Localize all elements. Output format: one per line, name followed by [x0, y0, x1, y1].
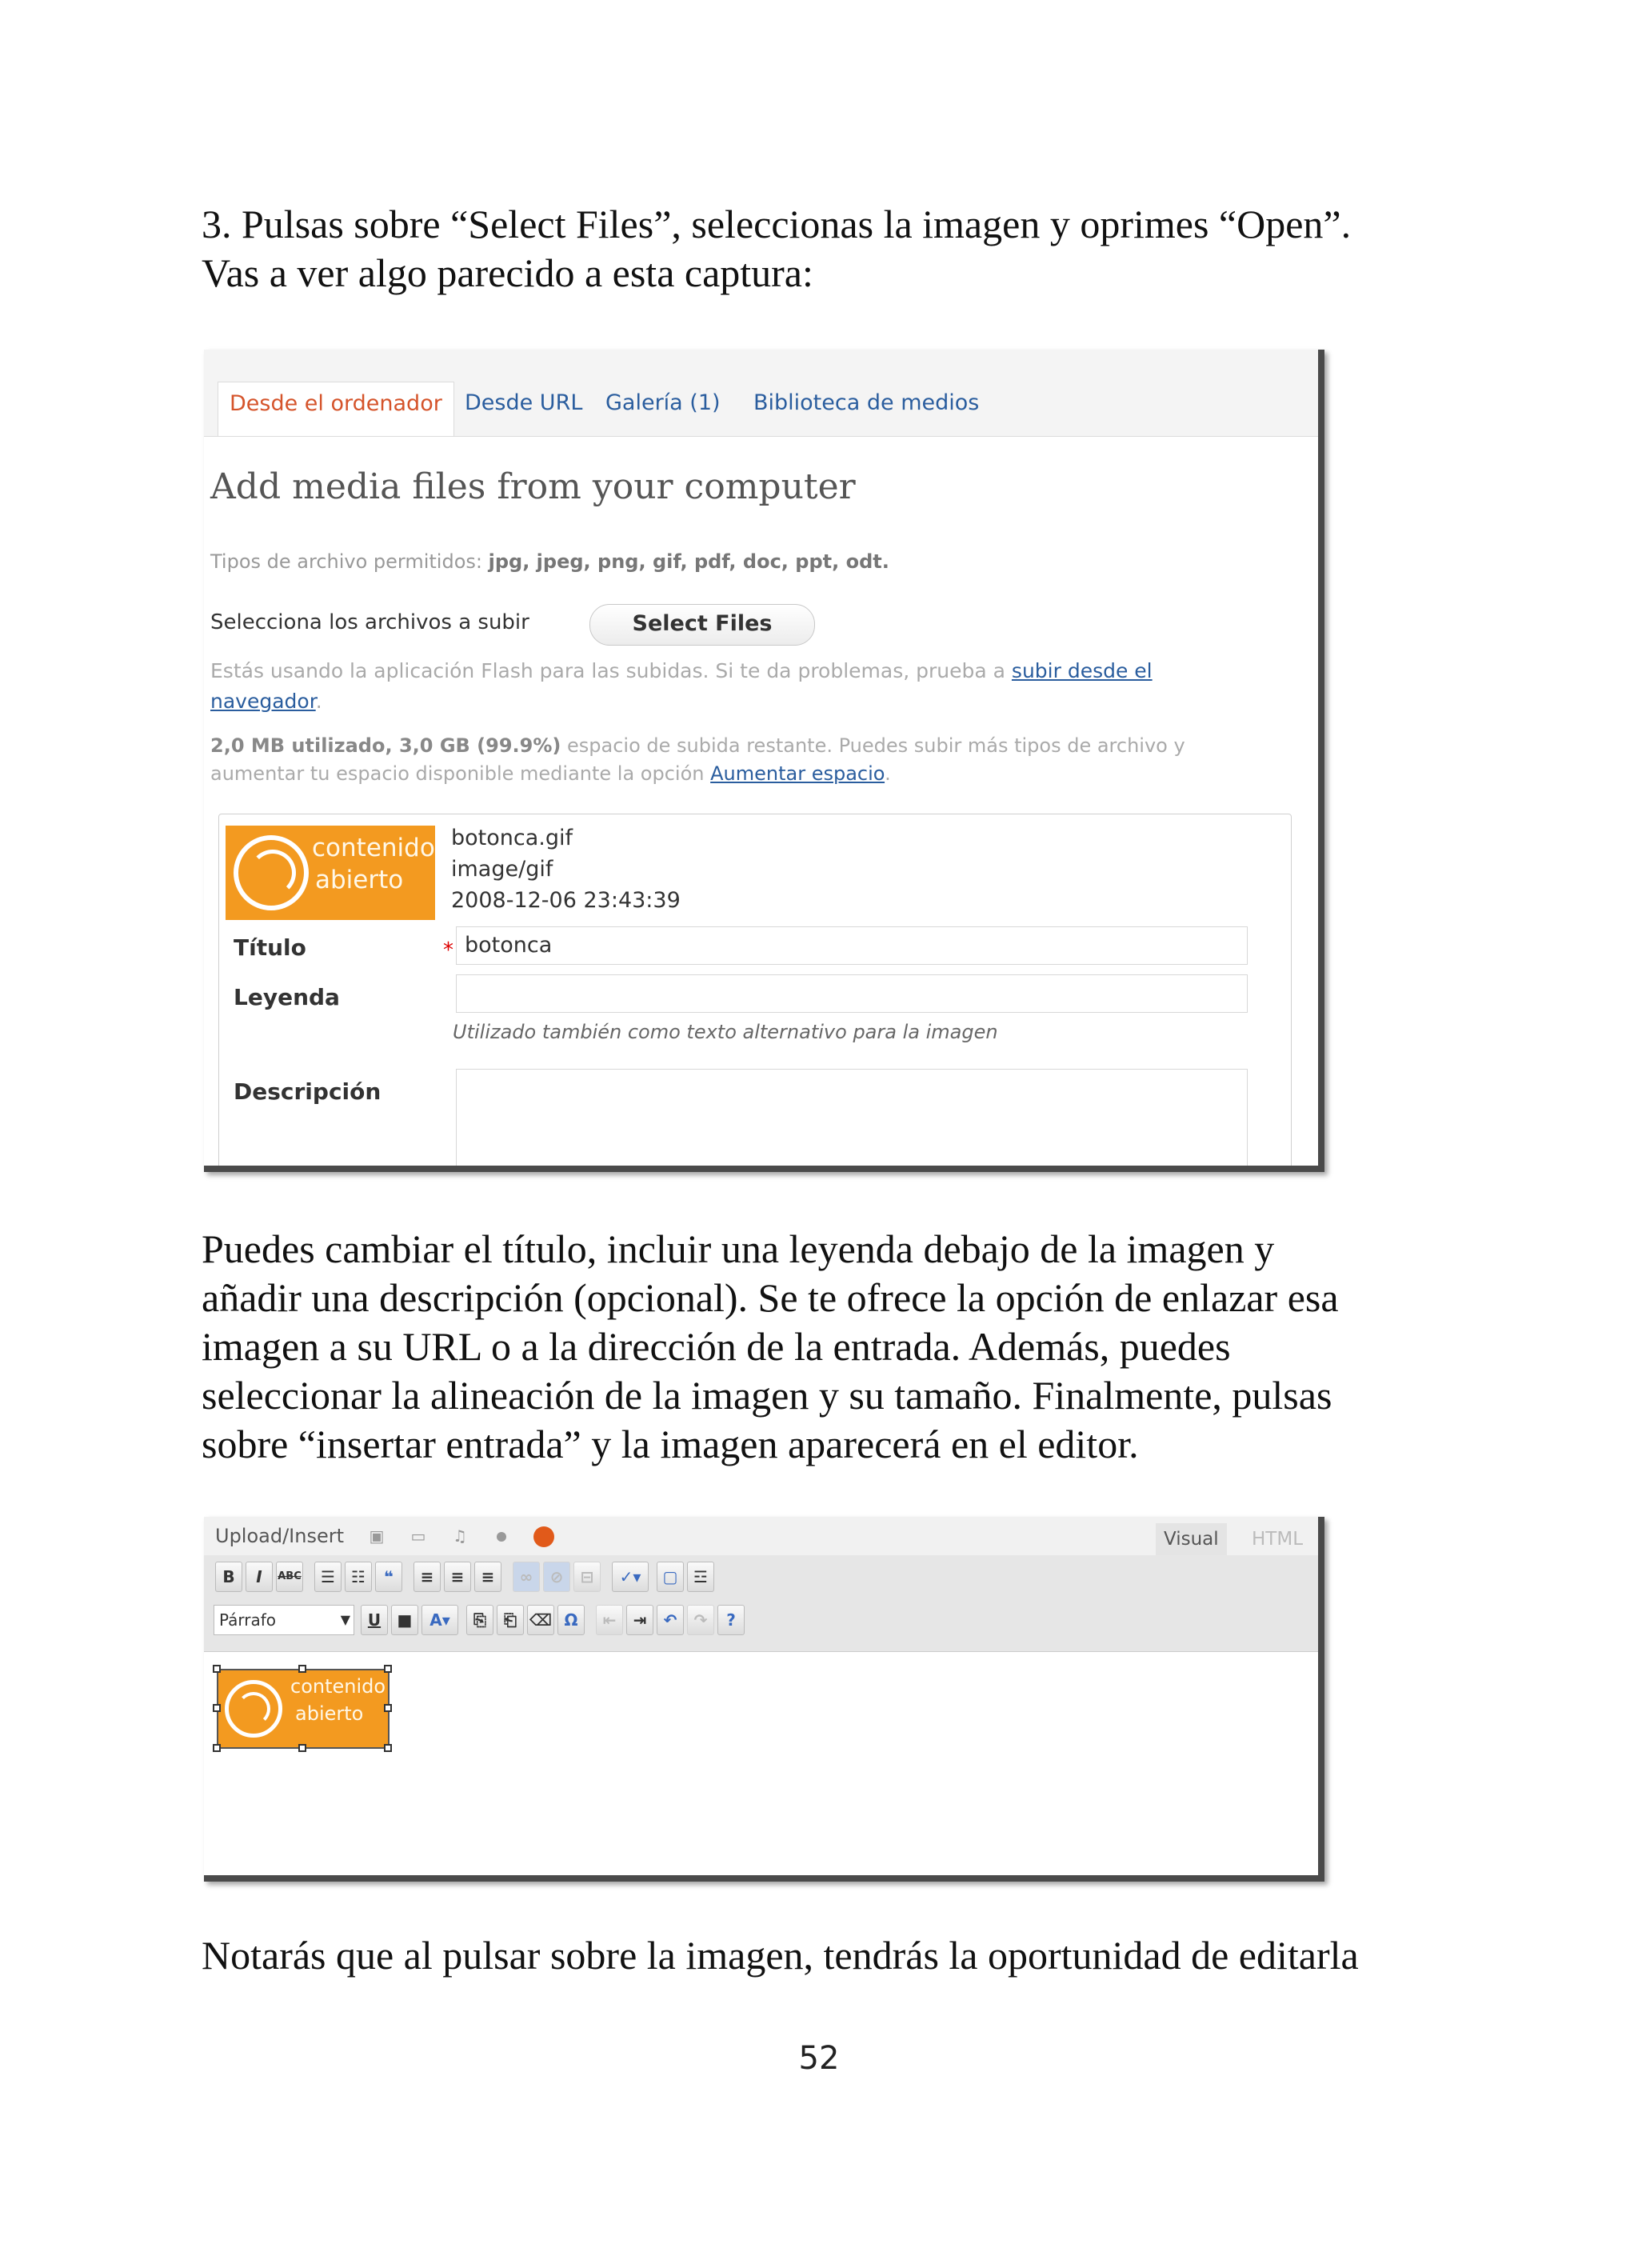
- underline-button[interactable]: U: [361, 1605, 388, 1635]
- image-text-line-1: contenido: [290, 1675, 386, 1698]
- editor-toolbars: [204, 1555, 1318, 1652]
- align-left-icon[interactable]: ≡: [413, 1562, 441, 1592]
- media-tab-bar: [204, 350, 1318, 437]
- upload-heading: Add media files from your computer: [210, 466, 856, 507]
- tab-from-url[interactable]: Desde URL: [465, 390, 583, 415]
- editor-top-bar: [204, 1517, 1318, 1555]
- tab-gallery[interactable]: Galería (1): [605, 390, 721, 415]
- bold-button[interactable]: B: [215, 1562, 242, 1592]
- remove-format-icon[interactable]: ⌫: [527, 1605, 554, 1635]
- chevron-down-icon: ▼: [340, 1612, 350, 1627]
- required-mark: *: [443, 938, 453, 962]
- format-select-value: Párrafo: [219, 1610, 277, 1630]
- numbered-list-icon[interactable]: ☷: [345, 1562, 372, 1592]
- logo-text-line-2: abierto: [315, 866, 404, 894]
- logo-swirl-icon: [250, 850, 296, 896]
- italic-button[interactable]: I: [246, 1562, 273, 1592]
- intro-line-2: Vas a ver algo parecido a esta captura:: [202, 250, 813, 295]
- browser-upload-link[interactable]: subir desde el navegador: [210, 659, 1153, 713]
- select-files-button[interactable]: Select Files: [589, 604, 815, 646]
- resize-handle[interactable]: [384, 1704, 392, 1712]
- caption-field-label: Leyenda: [234, 984, 340, 1010]
- unlink-icon[interactable]: ⊘: [543, 1562, 570, 1592]
- intro-line-1: 3. Pulsas sobre “Select Files”, seleccionas la imagen y oprimes “Open”.: [202, 202, 1352, 246]
- link-icon[interactable]: ∞: [513, 1562, 540, 1592]
- image-text-line-2: abierto: [295, 1702, 364, 1725]
- blockquote-icon[interactable]: ❝: [375, 1562, 402, 1592]
- flash-notice: Estás usando la aplicación Flash para las subidas. Si te da problemas, prueba a subir desde el navegador.: [210, 659, 1153, 713]
- resize-handle[interactable]: [384, 1744, 392, 1752]
- spellcheck-icon[interactable]: ✓▾: [612, 1562, 649, 1592]
- caption-input[interactable]: [456, 974, 1248, 1013]
- resize-handle[interactable]: [384, 1665, 392, 1673]
- tab-media-library[interactable]: Biblioteca de medios: [753, 390, 980, 415]
- resize-handle[interactable]: [298, 1665, 306, 1673]
- media-upload-screenshot: [204, 350, 1324, 1172]
- paste-text-icon[interactable]: ⎘: [466, 1605, 493, 1635]
- middle-line-3: imagen a su URL o a la dirección de la entrada. Además, puedes: [202, 1324, 1231, 1369]
- middle-line-4: seleccionar la alineación de la imagen y su tamaño. Finalmente, pulsas: [202, 1373, 1332, 1418]
- page-number: 52: [798, 2040, 840, 2077]
- middle-line-2: añadir una descripción (opcional). Se te ofrece la opción de enlazar esa: [202, 1275, 1339, 1320]
- space-notice: 2,0 MB utilizado, 3,0 GB (99.9%) espacio de subida restante. Puedes subir más tipos de archivo y aumentar tu espacio disponible mediante la opción Aumentar espacio.: [210, 734, 1185, 785]
- resize-handle[interactable]: [298, 1744, 306, 1752]
- tab-from-computer[interactable]: Desde el ordenador: [218, 382, 454, 436]
- help-icon[interactable]: ?: [717, 1605, 745, 1635]
- closing-paragraph: [202, 1931, 1449, 1980]
- add-poll-icon[interactable]: [533, 1526, 554, 1547]
- add-media-icon[interactable]: [497, 1532, 506, 1542]
- increase-space-link[interactable]: Aumentar espacio: [710, 762, 885, 785]
- redo-icon[interactable]: ↷: [687, 1605, 714, 1635]
- description-textarea[interactable]: [456, 1069, 1248, 1172]
- space-used: 2,0 MB utilizado, 3,0 GB (99.9%): [210, 734, 561, 757]
- caption-hint: Utilizado también como texto alternativo para la imagen: [453, 1021, 998, 1043]
- format-select[interactable]: [214, 1605, 354, 1635]
- bullet-list-icon[interactable]: ☰: [314, 1562, 342, 1592]
- align-right-icon[interactable]: ≡: [474, 1562, 501, 1592]
- justify-icon[interactable]: ■: [391, 1605, 418, 1635]
- resize-handle[interactable]: [213, 1704, 221, 1712]
- intro-paragraph: [202, 200, 1449, 298]
- editor-screenshot: [204, 1517, 1324, 1882]
- resize-handle[interactable]: [213, 1744, 221, 1752]
- resize-handle[interactable]: [213, 1665, 221, 1673]
- text-color-label: A: [429, 1610, 442, 1630]
- middle-line-5: sobre “insertar entrada” y la imagen aparecerá en el editor.: [202, 1422, 1139, 1466]
- file-mime: image/gif: [451, 857, 553, 882]
- upload-insert-label: Upload/Insert: [215, 1525, 345, 1547]
- closing-line: Notarás que al pulsar sobre la imagen, tendrás la oportunidad de editarla: [202, 1933, 1359, 1978]
- add-image-icon[interactable]: ▣: [369, 1526, 385, 1546]
- undo-icon[interactable]: ↶: [657, 1605, 684, 1635]
- file-name: botonca.gif: [451, 826, 573, 850]
- space-notice-text: espacio de subida restante. Puedes subir más tipos de archivo y aumentar tu espacio disponible mediante la opción: [210, 734, 1185, 785]
- allowed-types-list: jpg, jpeg, png, gif, pdf, doc, ppt, odt.: [488, 550, 889, 573]
- allowed-types-text: [210, 550, 889, 573]
- file-thumbnail-logo: [226, 826, 435, 920]
- more-tag-icon[interactable]: ⊟: [573, 1562, 601, 1592]
- indent-icon[interactable]: ⇥: [626, 1605, 653, 1635]
- add-video-icon[interactable]: ▭: [410, 1526, 426, 1546]
- logo-swirl-icon: [237, 1692, 270, 1726]
- inserted-image[interactable]: [217, 1669, 390, 1749]
- title-input[interactable]: botonca: [456, 926, 1248, 965]
- text-color-button[interactable]: A▾: [421, 1605, 458, 1635]
- paste-word-icon[interactable]: ⎗: [497, 1605, 524, 1635]
- special-char-button[interactable]: Ω: [557, 1605, 585, 1635]
- tab-html[interactable]: HTML: [1252, 1529, 1304, 1550]
- kitchen-sink-icon[interactable]: ☲: [687, 1562, 714, 1592]
- flash-notice-text: Estás usando la aplicación Flash para las subidas. Si te da problemas, prueba a: [210, 659, 1005, 682]
- tab-visual[interactable]: Visual: [1156, 1523, 1227, 1555]
- fullscreen-icon[interactable]: ▢: [657, 1562, 684, 1592]
- description-field-label: Descripción: [234, 1078, 382, 1105]
- select-files-label: Selecciona los archivos a subir: [210, 610, 529, 634]
- middle-line-1: Puedes cambiar el título, incluir una leyenda debajo de la imagen y: [202, 1226, 1275, 1271]
- allowed-types-label: Tipos de archivo permitidos:: [210, 550, 482, 573]
- middle-paragraph: [202, 1225, 1449, 1469]
- add-audio-icon[interactable]: ♫: [453, 1526, 467, 1546]
- outdent-icon[interactable]: ⇤: [596, 1605, 623, 1635]
- file-date: 2008-12-06 23:43:39: [451, 888, 681, 913]
- title-field-label: Título: [234, 934, 306, 961]
- logo-text-line-1: contenido: [312, 834, 435, 862]
- align-center-icon[interactable]: ≡: [444, 1562, 471, 1592]
- uploaded-file-panel: [218, 814, 1292, 1172]
- strikethrough-button[interactable]: ABC: [276, 1562, 303, 1592]
